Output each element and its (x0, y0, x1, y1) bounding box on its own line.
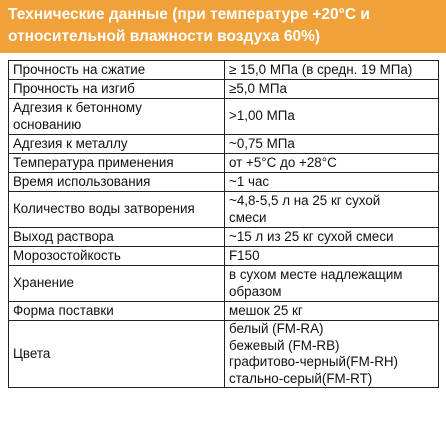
spec-value-line: в сухом месте надлежащим (229, 267, 403, 282)
specs-table (8, 60, 439, 388)
spec-value (225, 266, 439, 302)
table-row (9, 61, 439, 80)
table-row (9, 173, 439, 192)
spec-value-line: бежевый (FM-RB) (229, 337, 340, 353)
spec-value-line: ~4,8-5,5 л на 25 кг сухой (229, 193, 381, 208)
spec-label (9, 135, 225, 154)
spec-value-line: ≥5,0 МПа (229, 80, 287, 96)
spec-label-line: Адгезия к металлу (13, 135, 128, 151)
spec-value-line: ~15 л из 25 кг сухой смеси (229, 228, 394, 244)
spec-value (225, 228, 439, 247)
spec-value (225, 321, 439, 388)
title-line-1: Технические данные (при температуре +20°С и (8, 6, 370, 23)
table-row (9, 228, 439, 247)
spec-value (225, 135, 439, 154)
spec-value-line: ~0,75 МПа (229, 135, 295, 151)
spec-label-line: Форма поставки (13, 302, 114, 318)
section-title (0, 0, 446, 53)
spec-label-line: Выход раствора (13, 228, 114, 244)
spec-label-line: Цвета (13, 345, 51, 361)
spec-label (9, 80, 225, 99)
spec-label (9, 302, 225, 321)
spec-label-line: Время использования (13, 173, 151, 189)
spec-value (225, 99, 439, 135)
spec-value-line: ≥ 15,0 МПа (в средн. 19 МПа) (229, 61, 413, 77)
spec-value-line: мешок 25 кг (229, 302, 303, 318)
spec-label (9, 321, 225, 388)
table-row (9, 321, 439, 388)
spec-value-line: графитово-черный(FM-RH) (229, 354, 398, 369)
spec-label-line: Количество воды затворения (13, 201, 195, 217)
spec-label (9, 61, 225, 80)
spec-value-line: белый (FM-RA) (229, 321, 324, 336)
spec-value-line: >1,00 МПа (229, 108, 295, 124)
spec-value (225, 173, 439, 192)
spec-label (9, 266, 225, 302)
spec-label (9, 154, 225, 173)
table-row (9, 99, 439, 135)
spec-label (9, 173, 225, 192)
spec-label-line: Температура применения (13, 154, 174, 170)
spec-value-line: образом (229, 283, 282, 299)
table-row (9, 247, 439, 266)
spec-label-line: Прочность на изгиб (13, 80, 135, 96)
table-row (9, 192, 439, 228)
spec-label (9, 192, 225, 228)
spec-label (9, 247, 225, 266)
spec-label-line: Прочность на сжатие (13, 61, 146, 77)
spec-value (225, 247, 439, 266)
specs-table-body (9, 61, 439, 388)
table-row (9, 135, 439, 154)
spec-value-line: от +5°С до +28°С (229, 154, 337, 170)
spec-value-line: F150 (229, 247, 260, 263)
table-row (9, 154, 439, 173)
spec-label (9, 228, 225, 247)
spec-value (225, 302, 439, 321)
spec-label-line: Адгезия к бетонному (13, 100, 142, 115)
spec-value-line: стально-серый(FM-RT) (229, 370, 373, 386)
spec-value (225, 80, 439, 99)
spec-value (225, 61, 439, 80)
table-row (9, 266, 439, 302)
table-row (9, 302, 439, 321)
spec-label-line: Хранение (13, 275, 74, 291)
spec-label-line: Морозостойкость (13, 247, 121, 263)
spec-value-line: ~1 час (229, 173, 270, 189)
title-line-2: относительной влажности воздуха 60%) (8, 28, 321, 45)
spec-value (225, 154, 439, 173)
spec-label-line: основанию (13, 116, 82, 132)
table-row (9, 80, 439, 99)
spec-label (9, 99, 225, 135)
spec-value-line: смеси (229, 209, 267, 225)
spec-value (225, 192, 439, 228)
